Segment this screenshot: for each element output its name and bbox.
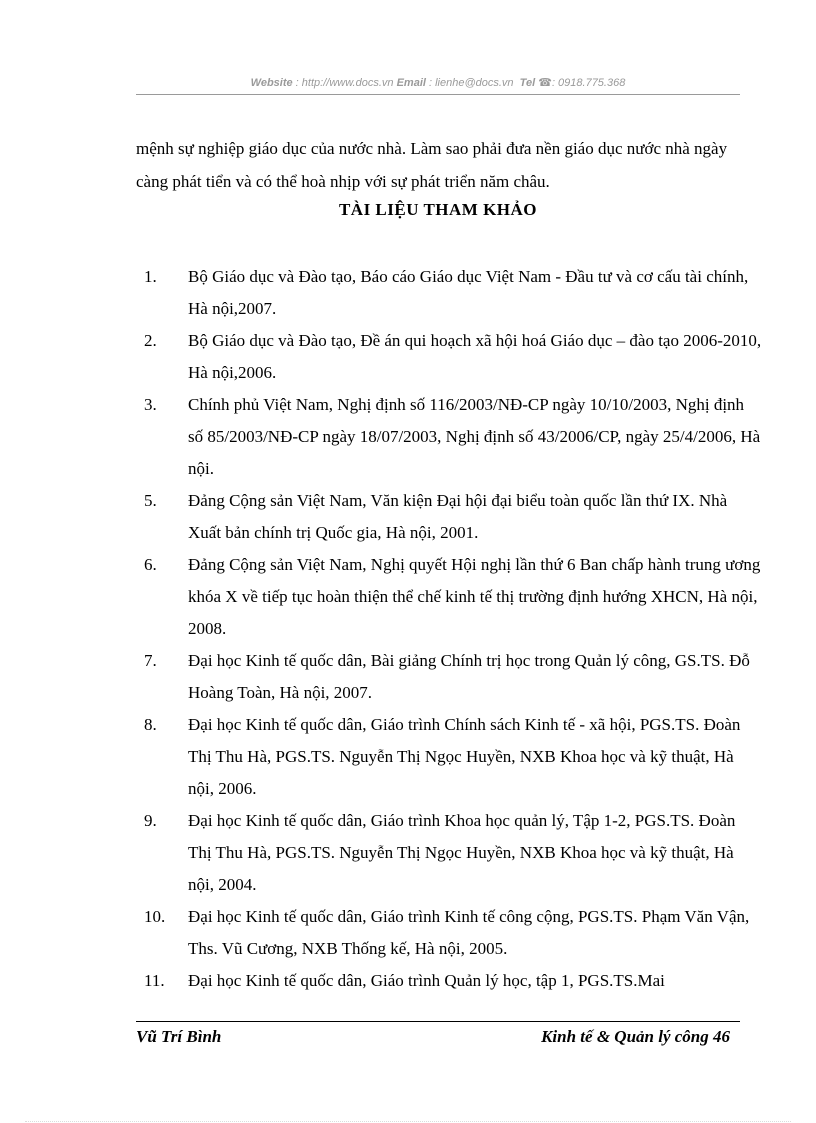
email-address[interactable]: lienhe@docs.vn <box>435 77 514 89</box>
reference-number: 11. <box>144 971 165 990</box>
reference-text: Đảng Cộng sản Việt Nam, Nghị quyết Hội nghị lần thứ 6 Ban chấp hành trung ương khóa X về tiếp tục hoàn thiện thể chế kinh tế thị trường định hướng XHCN, Hà nội, 2008. <box>188 555 761 638</box>
reference-item <box>136 965 762 997</box>
page-bottom-dotted-line <box>25 1121 791 1122</box>
reference-number: 6. <box>144 555 157 574</box>
reference-number: 10. <box>144 907 166 926</box>
tel-label: Tel <box>519 77 536 89</box>
reference-item <box>136 485 762 549</box>
telephone-icon: ☎ <box>538 77 552 89</box>
footer-divider <box>136 1021 740 1022</box>
reference-text: Đại học Kinh tế quốc dân, Bài giảng Chính trị học trong Quản lý công, GS.TS. Đỗ Hoàng Toàn, Hà nội, 2007. <box>188 651 750 702</box>
reference-item <box>136 901 762 965</box>
reference-list <box>136 261 762 997</box>
reference-text: Bộ Giáo dục và Đào tạo, Báo cáo Giáo dục Việt Nam - Đầu tư và cơ cấu tài chính, Hà nội,2007. <box>188 267 749 318</box>
reference-item <box>136 389 762 485</box>
body-paragraph: mệnh sự nghiệp giáo dục của nước nhà. Làm sao phải đưa nền giáo dục nước nhà ngày càng phát tiển và có thể hoà nhịp với sự phát triển năm châu. <box>136 139 728 191</box>
reference-number: 5. <box>144 491 157 510</box>
page-header <box>136 76 740 89</box>
tel-number: : 0918.775.368 <box>551 77 626 89</box>
email-separator: : <box>425 77 436 89</box>
reference-text: Đại học Kinh tế quốc dân, Giáo trình Khoa học quản lý, Tập 1-2, PGS.TS. Đoàn Thị Thu Hà, PGS.TS. Nguyễn Thị Ngọc Huyền, NXB Khoa học và kỹ thuật, Hà nội, 2004. <box>188 811 736 894</box>
reference-number: 2. <box>144 331 157 350</box>
website-separator: : <box>292 77 302 89</box>
reference-item <box>136 645 762 709</box>
reference-number: 7. <box>144 651 157 670</box>
email-label: Email <box>396 77 426 89</box>
website-label: Website <box>250 77 293 89</box>
reference-text: Đại học Kinh tế quốc dân, Giáo trình Kinh tế công cộng, PGS.TS. Phạm Văn Vận, Ths. Vũ Cương, NXB Thống kế, Hà nội, 2005. <box>188 907 750 958</box>
reference-number: 3. <box>144 395 157 414</box>
reference-text: Bộ Giáo dục và Đào tạo, Đề án qui hoạch xã hội hoá Giáo dục – đào tạo 2006-2010, Hà nội,2006. <box>188 331 762 382</box>
reference-item <box>136 549 762 645</box>
reference-item <box>136 261 762 325</box>
website-url[interactable]: http://www.docs.vn <box>301 77 394 89</box>
section-title: TÀI LIỆU THAM KHẢO <box>338 200 538 219</box>
reference-number: 1. <box>144 267 157 286</box>
reference-number: 9. <box>144 811 157 830</box>
reference-text: Chính phủ Việt Nam, Nghị định số 116/2003/NĐ-CP ngày 10/10/2003, Nghị định số 85/2003/NĐ-CP ngày 18/07/2003, Nghị định số 43/2006/CP, ngày 25/4/2006, Hà nội. <box>188 395 761 478</box>
reference-text: Đại học Kinh tế quốc dân, Giáo trình Chính sách Kinh tế - xã hội, PGS.TS. Đoàn Thị Thu Hà, PGS.TS. Nguyễn Thị Ngọc Huyền, NXB Khoa học và kỹ thuật, Hà nội, 2006. <box>188 715 741 798</box>
reference-text: Đảng Cộng sản Việt Nam, Văn kiện Đại hội đại biểu toàn quốc lần thứ IX. Nhà Xuất bản chính trị Quốc gia, Hà nội, 2001. <box>188 491 728 542</box>
reference-item <box>136 805 762 901</box>
reference-item <box>136 709 762 805</box>
reference-item <box>136 325 762 389</box>
footer-author: Vũ Trí Bình <box>136 1027 222 1046</box>
footer-course-page: Kinh tế & Quản lý công 46 <box>541 1027 730 1046</box>
reference-text: Đại học Kinh tế quốc dân, Giáo trình Quản lý học, tập 1, PGS.TS.Mai <box>188 971 665 990</box>
header-divider <box>136 94 740 95</box>
reference-number: 8. <box>144 715 157 734</box>
